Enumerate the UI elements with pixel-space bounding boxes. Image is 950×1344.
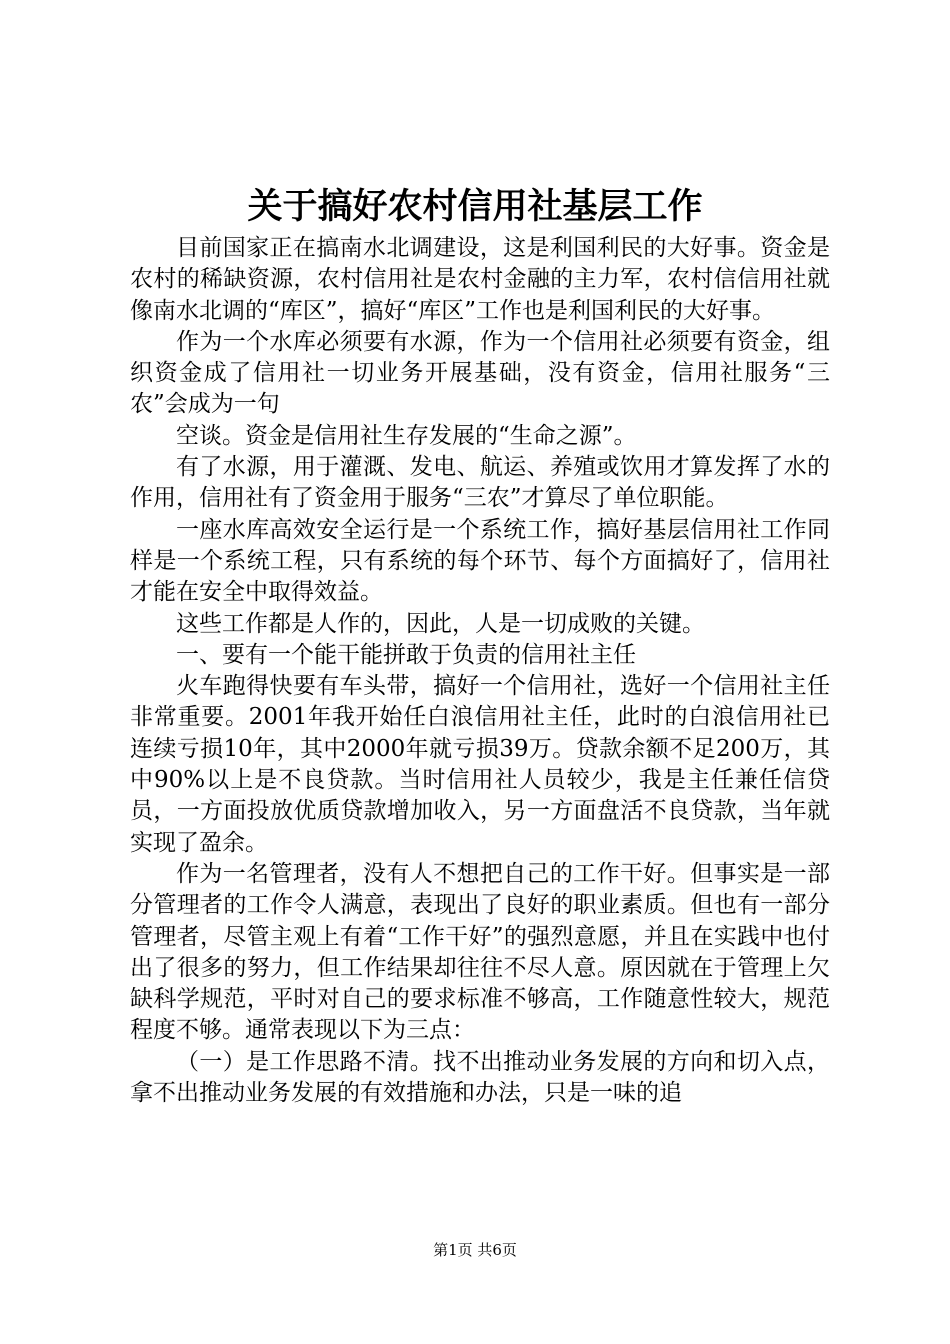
document-body xyxy=(130,233,830,1109)
page-footer: 第1页 共6页 xyxy=(433,1241,517,1259)
paragraph: 目前国家正在搞南水北调建设，这是利国利民的大好事。资金是农村的稀缺资源，农村信用社是农村金融的主力军，农村信信用社就像南水北调的“库区”，搞好“库区”工作也是利国利民的大好事。 xyxy=(130,235,830,324)
document-title: 关于搞好农村信用社基层工作 xyxy=(247,186,703,227)
paragraph: 作为一名管理者，没有人不想把自己的工作干好。但事实是一部分管理者的工作令人满意，表现出了良好的职业素质。但也有一部分管理者，尽管主观上有着“工作干好”的强烈意愿，并且在实践中也付出了很多的努力，但工作结果却往往不尽人意。原因就在于管理上欠缺科学规范，平时对自己的要求标准不够高，工作随意性较大，规范程度不够。通常表现以下为三点： xyxy=(130,860,830,1044)
paragraph: 空谈。资金是信用社生存发展的“生命之源”。 xyxy=(176,422,637,449)
section-heading: 一、要有一个能干能拼敢于负责的信用社主任 xyxy=(176,641,636,668)
paragraph: 这些工作都是人作的，因此，人是一切成败的关键。 xyxy=(176,610,705,637)
paragraph: （一）是工作思路不清。找不出推动业务发展的方向和切入点，拿不出推动业务发展的有效措施和办法，只是一味的追 xyxy=(130,1048,830,1107)
paragraph: 有了水源，用于灌溉、发电、航运、养殖或饮用才算发挥了水的作用，信用社有了资金用于服务“三农”才算尽了单位职能。 xyxy=(130,454,830,512)
paragraph: 火车跑得快要有车头带，搞好一个信用社，选好一个信用社主任非常重要。2001年我开始任白浪信用社主任，此时的白浪信用社已连续亏损10年，其中2000年就亏损39万。贷款余额不足200万，其中90%以上是不良贷款。当时信用社人员较少，我是主任兼任信贷员，一方面投放优质贷款增加收入，另一方面盘活不良贷款，当年就实现了盈余。 xyxy=(130,673,830,856)
paragraph: 作为一个水库必须要有水源，作为一个信用社必须要有资金，组织资金成了信用社一切业务开展基础，没有资金，信用社服务“三农”会成为一句 xyxy=(130,328,830,418)
paragraph: 一座水库高效安全运行是一个系统工作，搞好基层信用社工作同样是一个系统工程，只有系统的每个环节、每个方面搞好了，信用社才能在安全中取得效益。 xyxy=(130,516,830,606)
